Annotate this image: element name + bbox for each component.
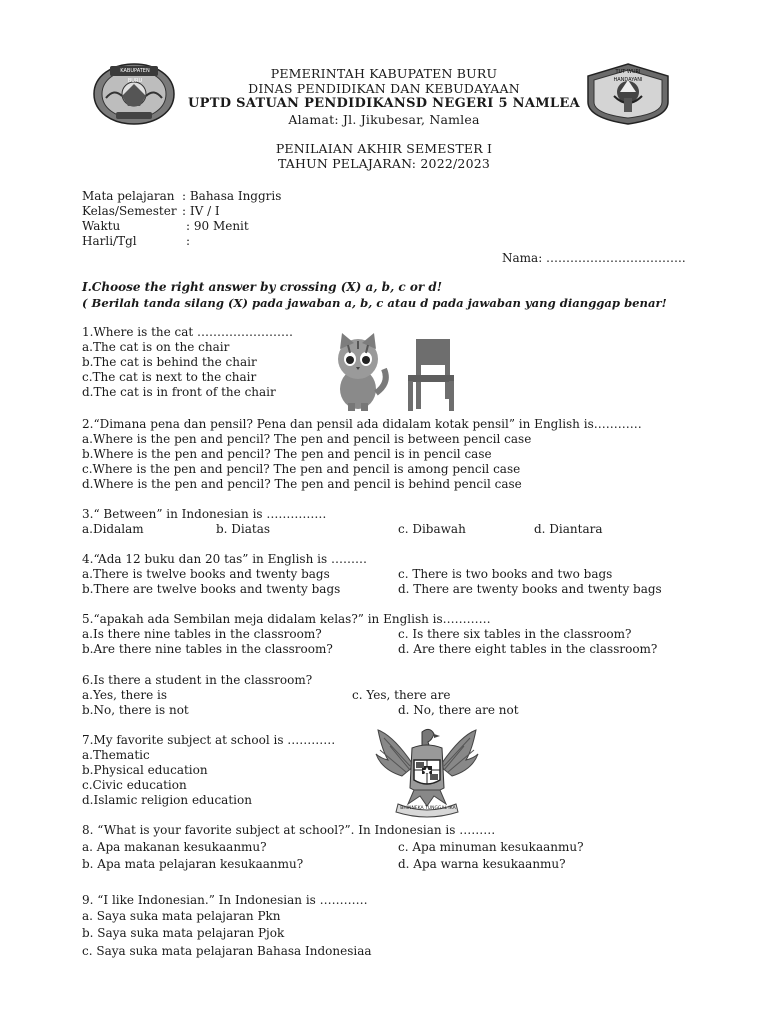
info-label: Waktu <box>82 219 121 233</box>
option-a[interactable]: a.Didalam <box>82 522 144 536</box>
question-stem: 1.Where is the cat …………………… <box>82 325 294 339</box>
info-label: Harli/Tgl <box>82 234 137 248</box>
question-stem: 6.Is there a student in the classroom? <box>82 673 313 687</box>
question-stem: 5.“apakah ada Sembilan meja didalam kelas?” in English is………… <box>82 612 491 626</box>
option-a[interactable]: a. Saya suka mata pelajaran Pkn <box>82 909 281 923</box>
option-d[interactable]: d. Apa warna kesukaanmu? <box>398 857 566 871</box>
school-name: UPTD SATUAN PENDIDIKANSD NEGERI 5 NAMLEA <box>188 96 580 111</box>
q1-image <box>328 333 460 413</box>
option-b[interactable]: b.Are there nine tables in the classroom? <box>82 642 333 656</box>
option-d[interactable]: d. There are twenty books and twenty bags <box>398 582 662 596</box>
option-b[interactable]: b.No, there is not <box>82 703 189 717</box>
motto-ribbon-text: BHINNEKA TUNGGAL IKA <box>400 806 456 811</box>
cat-and-chair-icon <box>328 333 460 413</box>
right-logo-text: TUT WURI HANDAYANI <box>613 69 643 83</box>
option-a[interactable]: a.The cat is on the chair <box>82 340 230 354</box>
school-address: Alamat: Jl. Jikubesar, Namlea <box>288 112 480 127</box>
option-d[interactable]: d.Where is the pen and pencil? The pen and pencil is behind pencil case <box>82 477 522 491</box>
option-b[interactable]: b.There are twelve books and twenty bags <box>82 582 341 596</box>
question-stem: 7.My favorite subject at school is ………… <box>82 733 336 747</box>
left-logo-text: KABUPATEN BURU <box>120 68 150 84</box>
header-line-2: DINAS PENDIDIKAN DAN KEBUDAYAAN <box>248 81 520 96</box>
option-d[interactable]: d.The cat is in front of the chair <box>82 385 276 399</box>
option-d[interactable]: d.Islamic religion education <box>82 793 252 807</box>
option-d[interactable]: d. Are there eight tables in the classroom? <box>398 642 658 656</box>
option-c[interactable]: c.The cat is next to the chair <box>82 370 257 384</box>
option-c[interactable]: c. Dibawah <box>398 522 466 536</box>
option-c[interactable]: c. Apa minuman kesukaanmu? <box>398 840 584 854</box>
option-b[interactable]: b.Where is the pen and pencil? The pen and pencil is in pencil case <box>82 447 492 461</box>
info-label: Mata pelajaran <box>82 189 175 203</box>
option-c[interactable]: c.Civic education <box>82 778 187 792</box>
option-b[interactable]: b. Saya suka mata pelajaran Pjok <box>82 926 285 940</box>
option-c[interactable]: c. Yes, there are <box>352 688 451 702</box>
option-b[interactable]: b.Physical education <box>82 763 208 777</box>
instruction-en: I.Choose the right answer by crossing (X) a, b, c or d! <box>82 280 443 294</box>
instruction-id: ( Berilah tanda silang (X) pada jawaban a, b, c atau d pada jawaban yang dianggap benar! <box>82 296 667 310</box>
option-a[interactable]: a.There is twelve books and twenty bags <box>82 567 330 581</box>
option-c[interactable]: c. Is there six tables in the classroom? <box>398 627 632 641</box>
info-value: : Bahasa Inggris <box>182 189 282 203</box>
info-value: : <box>186 234 191 248</box>
question-stem: 4.“Ada 12 buku dan 20 tas” in English is ……… <box>82 552 367 566</box>
info-label: Kelas/Semester <box>82 204 177 218</box>
option-a[interactable]: a.Yes, there is <box>82 688 168 702</box>
option-c[interactable]: c. Saya suka mata pelajaran Bahasa Indonesiaa <box>82 944 372 958</box>
option-a[interactable]: a.Where is the pen and pencil? The pen and pencil is between pencil case <box>82 432 532 446</box>
option-d[interactable]: d. Diantara <box>534 522 603 536</box>
option-a[interactable]: a.Thematic <box>82 748 150 762</box>
option-d[interactable]: d. No, there are not <box>398 703 519 717</box>
question-stem: 9. “I like Indonesian.” In Indonesian is ………… <box>82 893 368 907</box>
question-stem: 8. “What is your favorite subject at school?”. In Indonesian is ……… <box>82 823 496 837</box>
exam-title: PENILAIAN AKHIR SEMESTER I <box>275 141 493 156</box>
question-stem: 2.“Dimana pena dan pensil? Pena dan pensil ada didalam kotak pensil” in English is………… <box>82 417 642 431</box>
option-c[interactable]: c. There is two books and two bags <box>398 567 613 581</box>
option-a[interactable]: a.Is there nine tables in the classroom? <box>82 627 322 641</box>
student-name-field[interactable]: Nama: …………………………….. <box>502 251 686 265</box>
option-b[interactable]: b.The cat is behind the chair <box>82 355 257 369</box>
question-stem: 3.“ Between” in Indonesian is …………… <box>82 507 327 521</box>
option-c[interactable]: c.Where is the pen and pencil? The pen and pencil is among pencil case <box>82 462 521 476</box>
header-line-1: PEMERINTAH KABUPATEN BURU <box>270 66 498 81</box>
option-b[interactable]: b. Diatas <box>216 522 271 536</box>
exam-year: TAHUN PELAJARAN: 2022/2023 <box>277 156 491 171</box>
q7-image <box>374 726 480 818</box>
option-a[interactable]: a. Apa makanan kesukaanmu? <box>82 840 267 854</box>
info-value: : IV / I <box>182 204 220 218</box>
info-value: : 90 Menit <box>186 219 249 233</box>
option-b[interactable]: b. Apa mata pelajaran kesukaanmu? <box>82 857 304 871</box>
